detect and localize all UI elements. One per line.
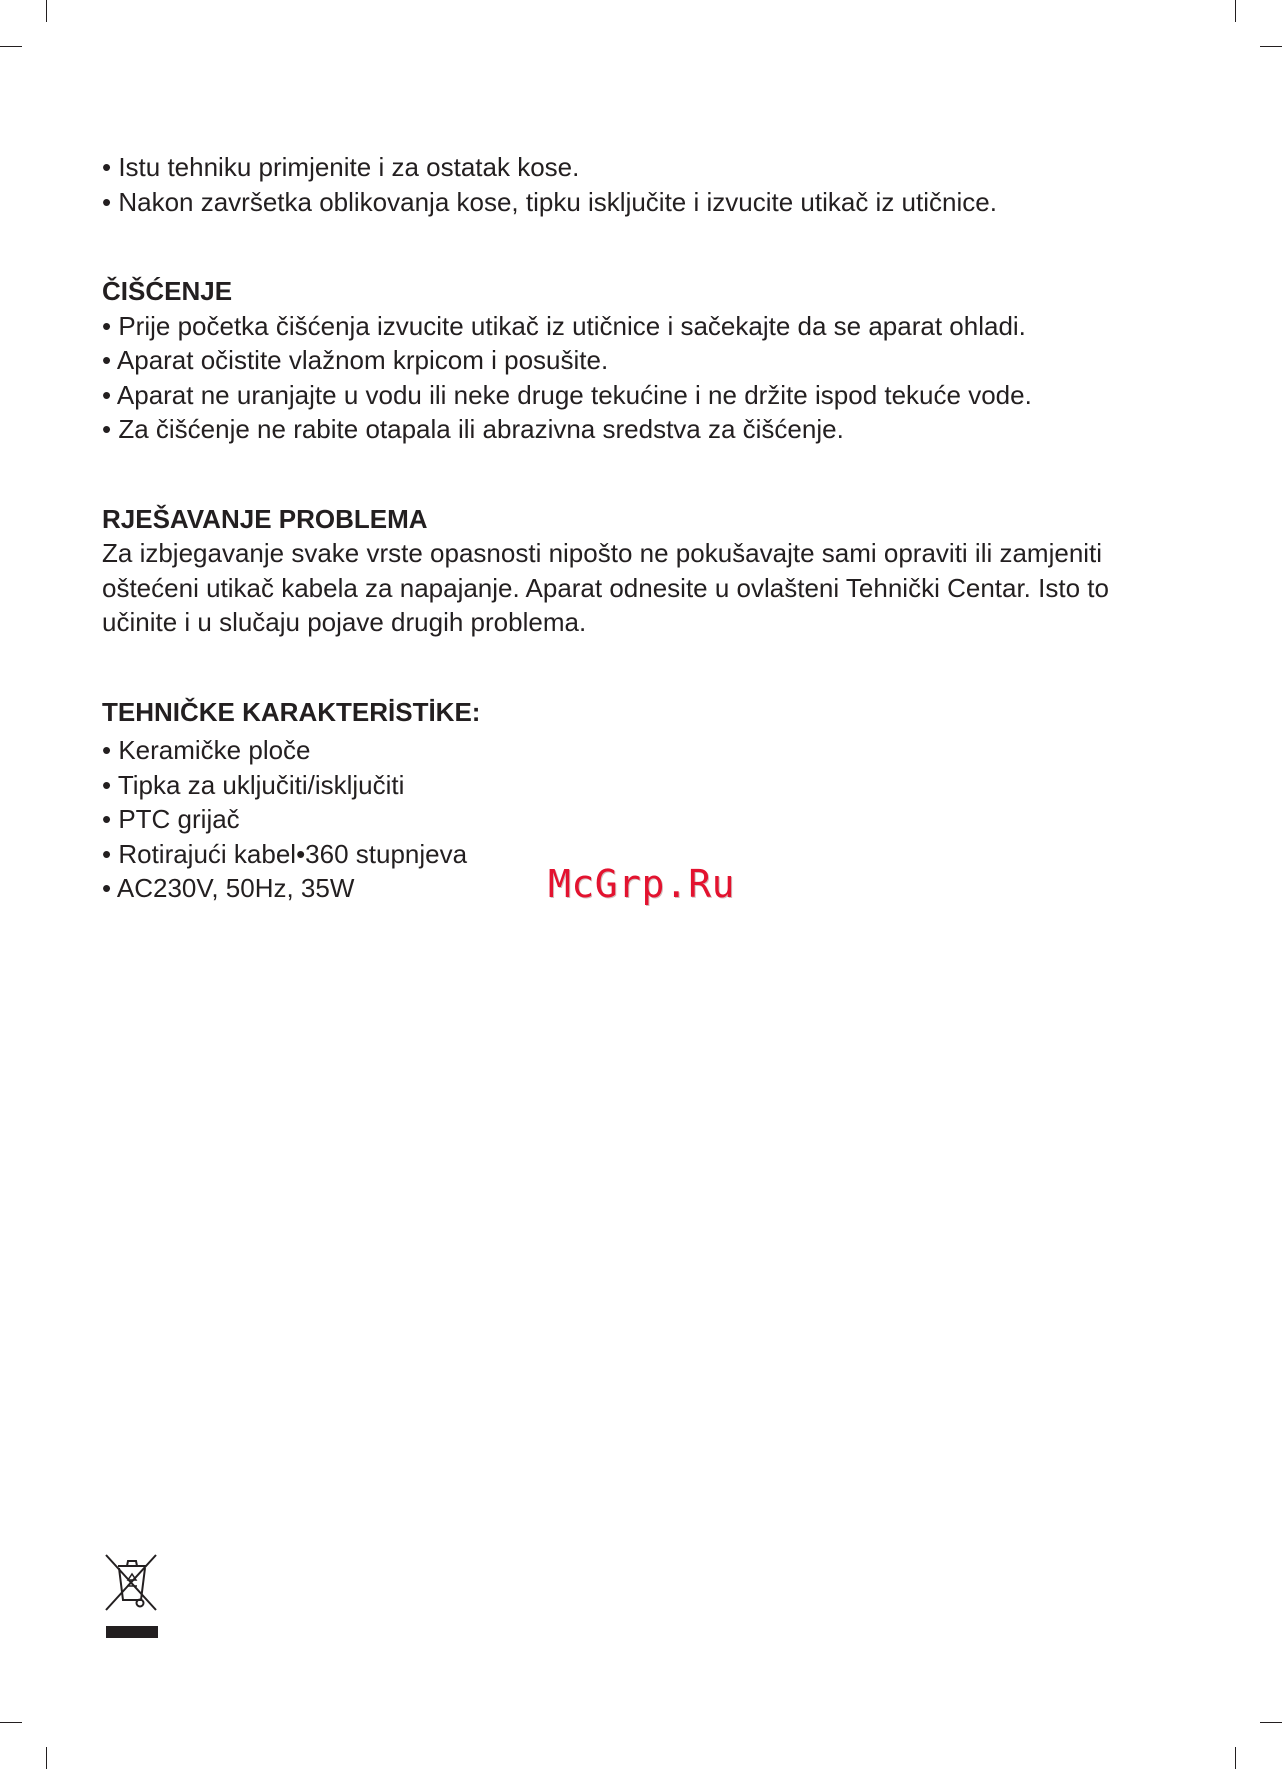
intro-list [102, 150, 1182, 219]
list-item: • Nakon završetka oblikovanja kose, tipku isključite i izvucite utikač iz utičnice. [102, 186, 997, 217]
crop-mark [46, 1747, 47, 1769]
manual-text [102, 150, 1182, 906]
paragraph-line: učinite i u slučaju pojave drugih problema. [102, 607, 587, 637]
paragraph-line: oštećeni utikač kabela za napajanje. Aparat odnesite u ovlašteni Tehnički Centar. Isto to [102, 572, 1109, 603]
specs-heading: TEHNIČKE KARAKTERİSTİKE: [102, 696, 481, 727]
list-item: • Keramičke ploče [102, 735, 311, 765]
crop-mark [1235, 0, 1236, 22]
crop-mark [1260, 1722, 1282, 1723]
crossed-out-wheelie-bin-icon [100, 1550, 164, 1646]
watermark: McGrp.Ru [548, 862, 736, 906]
list-item: • Prije početka čišćenja izvucite utikač iz utičnice i sačekajte da se aparat ohladi. [102, 310, 1026, 341]
crop-mark [0, 1722, 22, 1723]
cleaning-section [102, 274, 1182, 447]
cleaning-heading: ČIŠĆENJE [102, 276, 233, 306]
list-item: • Aparat ne uranjajte u vodu ili neke druge tekućine i ne držite ispod tekuće vode. [102, 379, 1032, 410]
crop-mark [1235, 1747, 1236, 1769]
list-item: • Tipka za uključiti/isključiti [102, 769, 405, 800]
paragraph-line: Za izbjegavanje svake vrste opasnosti nipošto ne pokušavajte sami opraviti ili zamjeniti [102, 538, 1103, 568]
list-item: • Aparat očistite vlažnom krpicom i posušite. [102, 345, 609, 375]
troubleshooting-section [102, 502, 1182, 640]
list-item: • AC230V, 50Hz, 35W [102, 873, 355, 903]
crop-mark [0, 46, 22, 47]
troubleshooting-heading: RJEŠAVANJE PROBLEMA [102, 503, 428, 534]
list-item: • Za čišćenje ne rabite otapala ili abrazivna sredstva za čišćenje. [102, 414, 844, 444]
list-item: • Rotirajući kabel•360 stupnjeva [102, 838, 468, 869]
crop-mark [46, 0, 47, 22]
list-item: • PTC grijač [102, 804, 240, 834]
crop-mark [1260, 46, 1282, 47]
list-item: • Istu tehniku primjenite i za ostatak kose. [102, 152, 580, 182]
